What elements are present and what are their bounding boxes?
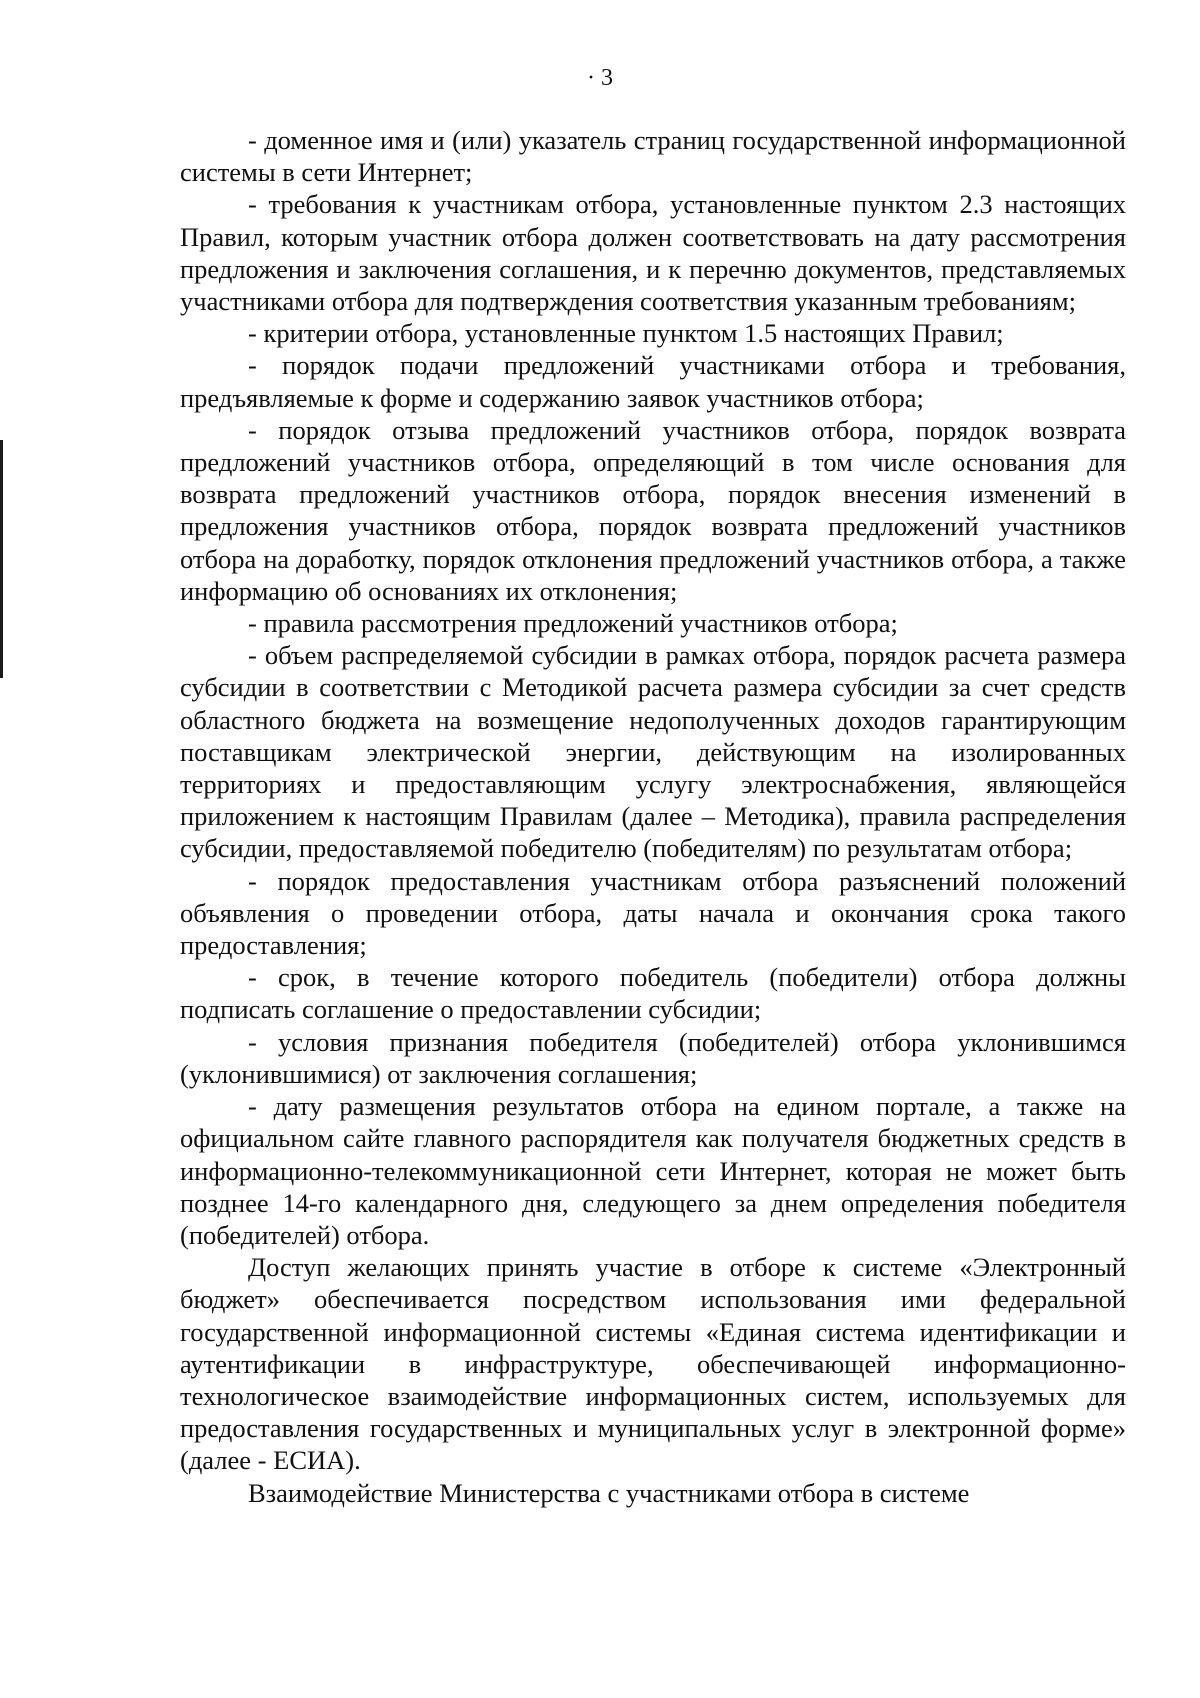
paragraph-last: Взаимодействие Министерства с участниками отбора в системе (248, 1477, 970, 1508)
paragraph: Доступ желающих принять участие в отборе к системе «Электронный бюджет» обеспечивается посредством использования ими федеральной государственной информационной системы «Единая система идентификации и аутентификации в инфраструктуре, обеспечивающей информационно-технологическое взаимодействие информационных систем, используемых для предоставления государственных и муниципальных услуг в электронной форме» (далее - ЕСИА). (180, 1252, 1126, 1476)
paragraph: - дату размещения результатов отбора на едином портале, а также на официальном сайте главного распорядителя как получателя бюджетных средств в информационно-телекоммуникационной сети Интернет, которая не может быть позднее 14-го календарного дня, следующего за днем определения победителя (победителей) отбора. (180, 1091, 1126, 1250)
scan-margin-line (0, 440, 3, 678)
paragraph: - требования к участникам отбора, установленные пунктом 2.3 настоящих Правил, которым участник отбора должен соответствовать на дату рассмотрения предложения и заключения соглашения, и к перечню документов, представляемых участниками отбора для подтверждения соответствия указанным требованиям; (180, 189, 1126, 317)
paragraph: - критерии отбора, установленные пунктом 1.5 настоящих Правил; (248, 318, 1004, 349)
paragraph: - порядок подачи предложений участниками отбора и требования, предъявляемые к форме и содержанию заявок участников отбора; (180, 350, 1126, 413)
page-number: · 3 (587, 65, 613, 91)
paragraph: - объем распределяемой субсидии в рамках отбора, порядок расчета размера субсидии в соответствии с Методикой расчета размера субсидии за счет средств областного бюджета на возмещение недополученных доходов гарантирующим поставщикам электрической энергии, действующим на изолированных территориях и предоставляющим услугу электроснабжения, являющейся приложением к настоящим Правилам (далее – Методика), правила распределения субсидии, предоставляемой победителю (победителям) по результатам отбора; (180, 640, 1126, 864)
paragraph: - порядок предоставления участникам отбора разъяснений положений объявления о проведении отбора, даты начала и окончания срока такого предоставления; (180, 865, 1126, 961)
document-body (180, 124, 1126, 1509)
paragraph: - срок, в течение которого победитель (победители) отбора должны подписать соглашение о предоставлении субсидии; (180, 962, 1126, 1025)
paragraph: - доменное имя и (или) указатель страниц государственной информационной системы в сети Интернет; (180, 125, 1126, 188)
paragraph: - порядок отзыва предложений участников отбора, порядок возврата предложений участников отбора, определяющий в том числе основания для возврата предложений участников отбора, порядок внесения изменений в предложения участников отбора, порядок возврата предложений участников отбора на доработку, порядок отклонения предложений участников отбора, а также информацию об основаниях их отклонения; (180, 414, 1126, 606)
paragraph: - условия признания победителя (победителей) отбора уклонившимся (уклонившимися) от заключения соглашения; (180, 1026, 1126, 1089)
paragraph: - правила рассмотрения предложений участников отбора; (248, 608, 898, 639)
